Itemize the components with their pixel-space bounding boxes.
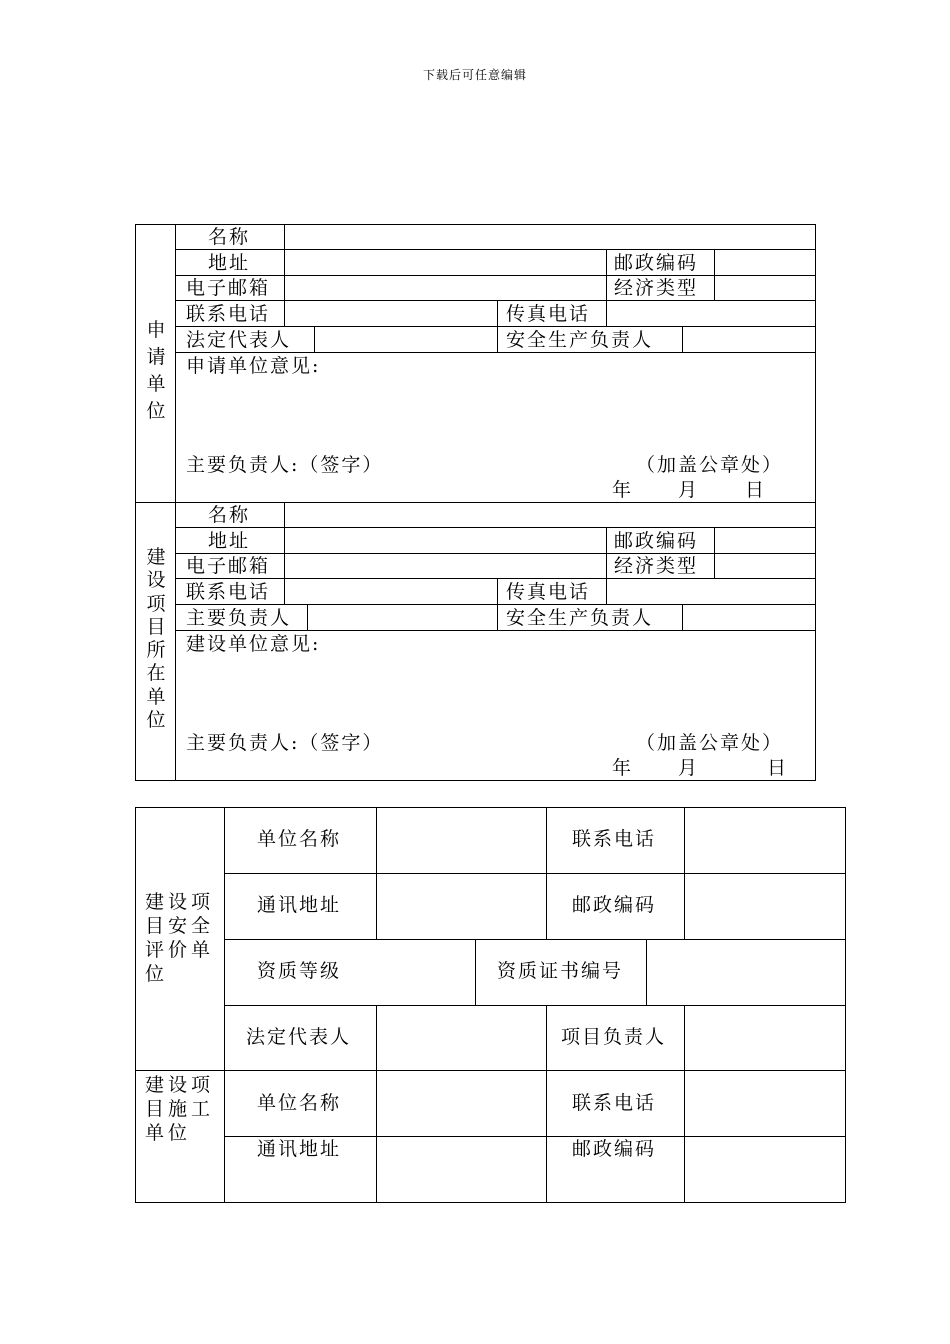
eval-unit-phone-field[interactable] xyxy=(686,809,844,871)
applicant-legal-rep-label: 法定代表人 xyxy=(186,329,292,351)
eval-unit-side-label: 建设项目安全评价单位 xyxy=(145,891,215,985)
applicant-econ-type-label: 经济类型 xyxy=(614,277,699,299)
project-unit-opinion-label: 建设单位意见: xyxy=(186,633,321,655)
eval-unit-postcode-label: 邮政编码 xyxy=(572,894,657,916)
eval-unit-postcode-field[interactable] xyxy=(686,875,844,937)
eval-unit-legal-rep-label: 法定代表人 xyxy=(246,1026,352,1048)
header-note: 下载后可任意编辑 xyxy=(422,68,527,82)
applicant-date-year: 年 xyxy=(612,479,634,501)
project-unit-main-head-label: 主要负责人 xyxy=(186,607,292,629)
project-unit-side-label: 建设项目所在单位 xyxy=(146,546,166,732)
project-unit-postcode-label: 邮政编码 xyxy=(614,530,699,552)
applicant-name-label: 名称 xyxy=(208,226,251,248)
project-unit-email-label: 电子邮箱 xyxy=(186,555,271,577)
applicant-date-month: 月 xyxy=(678,479,700,501)
eval-unit-comm-address-field[interactable] xyxy=(378,875,544,937)
eval-unit-name-field[interactable] xyxy=(378,809,544,871)
applicant-opinion-label: 申请单位意见: xyxy=(186,355,321,377)
eval-unit-legal-rep-field[interactable] xyxy=(378,1007,544,1068)
project-unit-seal-label: （加盖公章处） xyxy=(636,732,784,754)
applicant-email-label: 电子邮箱 xyxy=(186,277,271,299)
project-unit-name-label: 名称 xyxy=(208,504,251,526)
applicant-seal-label: （加盖公章处） xyxy=(636,454,784,476)
eval-unit-name-label: 单位名称 xyxy=(257,828,342,850)
construction-unit-name-field[interactable] xyxy=(378,1072,544,1134)
applicant-sign-label: 主要负责人:（签字） xyxy=(186,454,384,476)
project-unit-date-year: 年 xyxy=(612,757,634,779)
construction-unit-comm-address-field[interactable] xyxy=(378,1138,544,1200)
eval-unit-project-head-label: 项目负责人 xyxy=(561,1026,667,1048)
construction-unit-side-label: 建设项目施工单位 xyxy=(145,1074,215,1144)
project-unit-phone-label: 联系电话 xyxy=(186,581,271,603)
eval-unit-qual-cert-label: 资质证书编号 xyxy=(497,960,624,982)
applicant-fax-label: 传真电话 xyxy=(506,303,591,325)
eval-unit-qual-level-label: 资质等级 xyxy=(257,960,342,982)
eval-unit-comm-address-label: 通讯地址 xyxy=(257,894,342,916)
construction-unit-postcode-label: 邮政编码 xyxy=(572,1138,657,1160)
construction-unit-postcode-field[interactable] xyxy=(686,1138,844,1200)
eval-unit-phone-label: 联系电话 xyxy=(572,828,657,850)
applicant-date-day: 日 xyxy=(745,479,767,501)
project-unit-safety-head-label: 安全生产负责人 xyxy=(506,607,654,629)
eval-unit-project-head-field[interactable] xyxy=(686,1007,844,1068)
applicant-postcode-label: 邮政编码 xyxy=(614,252,699,274)
construction-unit-phone-field[interactable] xyxy=(686,1072,844,1134)
project-unit-econ-type-label: 经济类型 xyxy=(614,555,699,577)
applicant-address-label: 地址 xyxy=(208,252,251,274)
project-unit-fax-label: 传真电话 xyxy=(506,581,591,603)
eval-unit-qual-cert-field[interactable] xyxy=(648,941,844,1003)
construction-unit-comm-address-label: 通讯地址 xyxy=(257,1138,342,1160)
construction-unit-name-label: 单位名称 xyxy=(257,1092,342,1114)
applicant-safety-head-label: 安全生产负责人 xyxy=(506,329,654,351)
project-unit-address-label: 地址 xyxy=(208,530,251,552)
project-unit-date-day: 日 xyxy=(767,757,789,779)
applicant-side-label: 申请单位 xyxy=(146,319,166,422)
project-unit-date-month: 月 xyxy=(678,757,700,779)
project-unit-sign-label: 主要负责人:（签字） xyxy=(186,732,384,754)
applicant-phone-label: 联系电话 xyxy=(186,303,271,325)
construction-unit-phone-label: 联系电话 xyxy=(572,1092,657,1114)
eval-unit-qual-level-field[interactable] xyxy=(378,941,473,1003)
